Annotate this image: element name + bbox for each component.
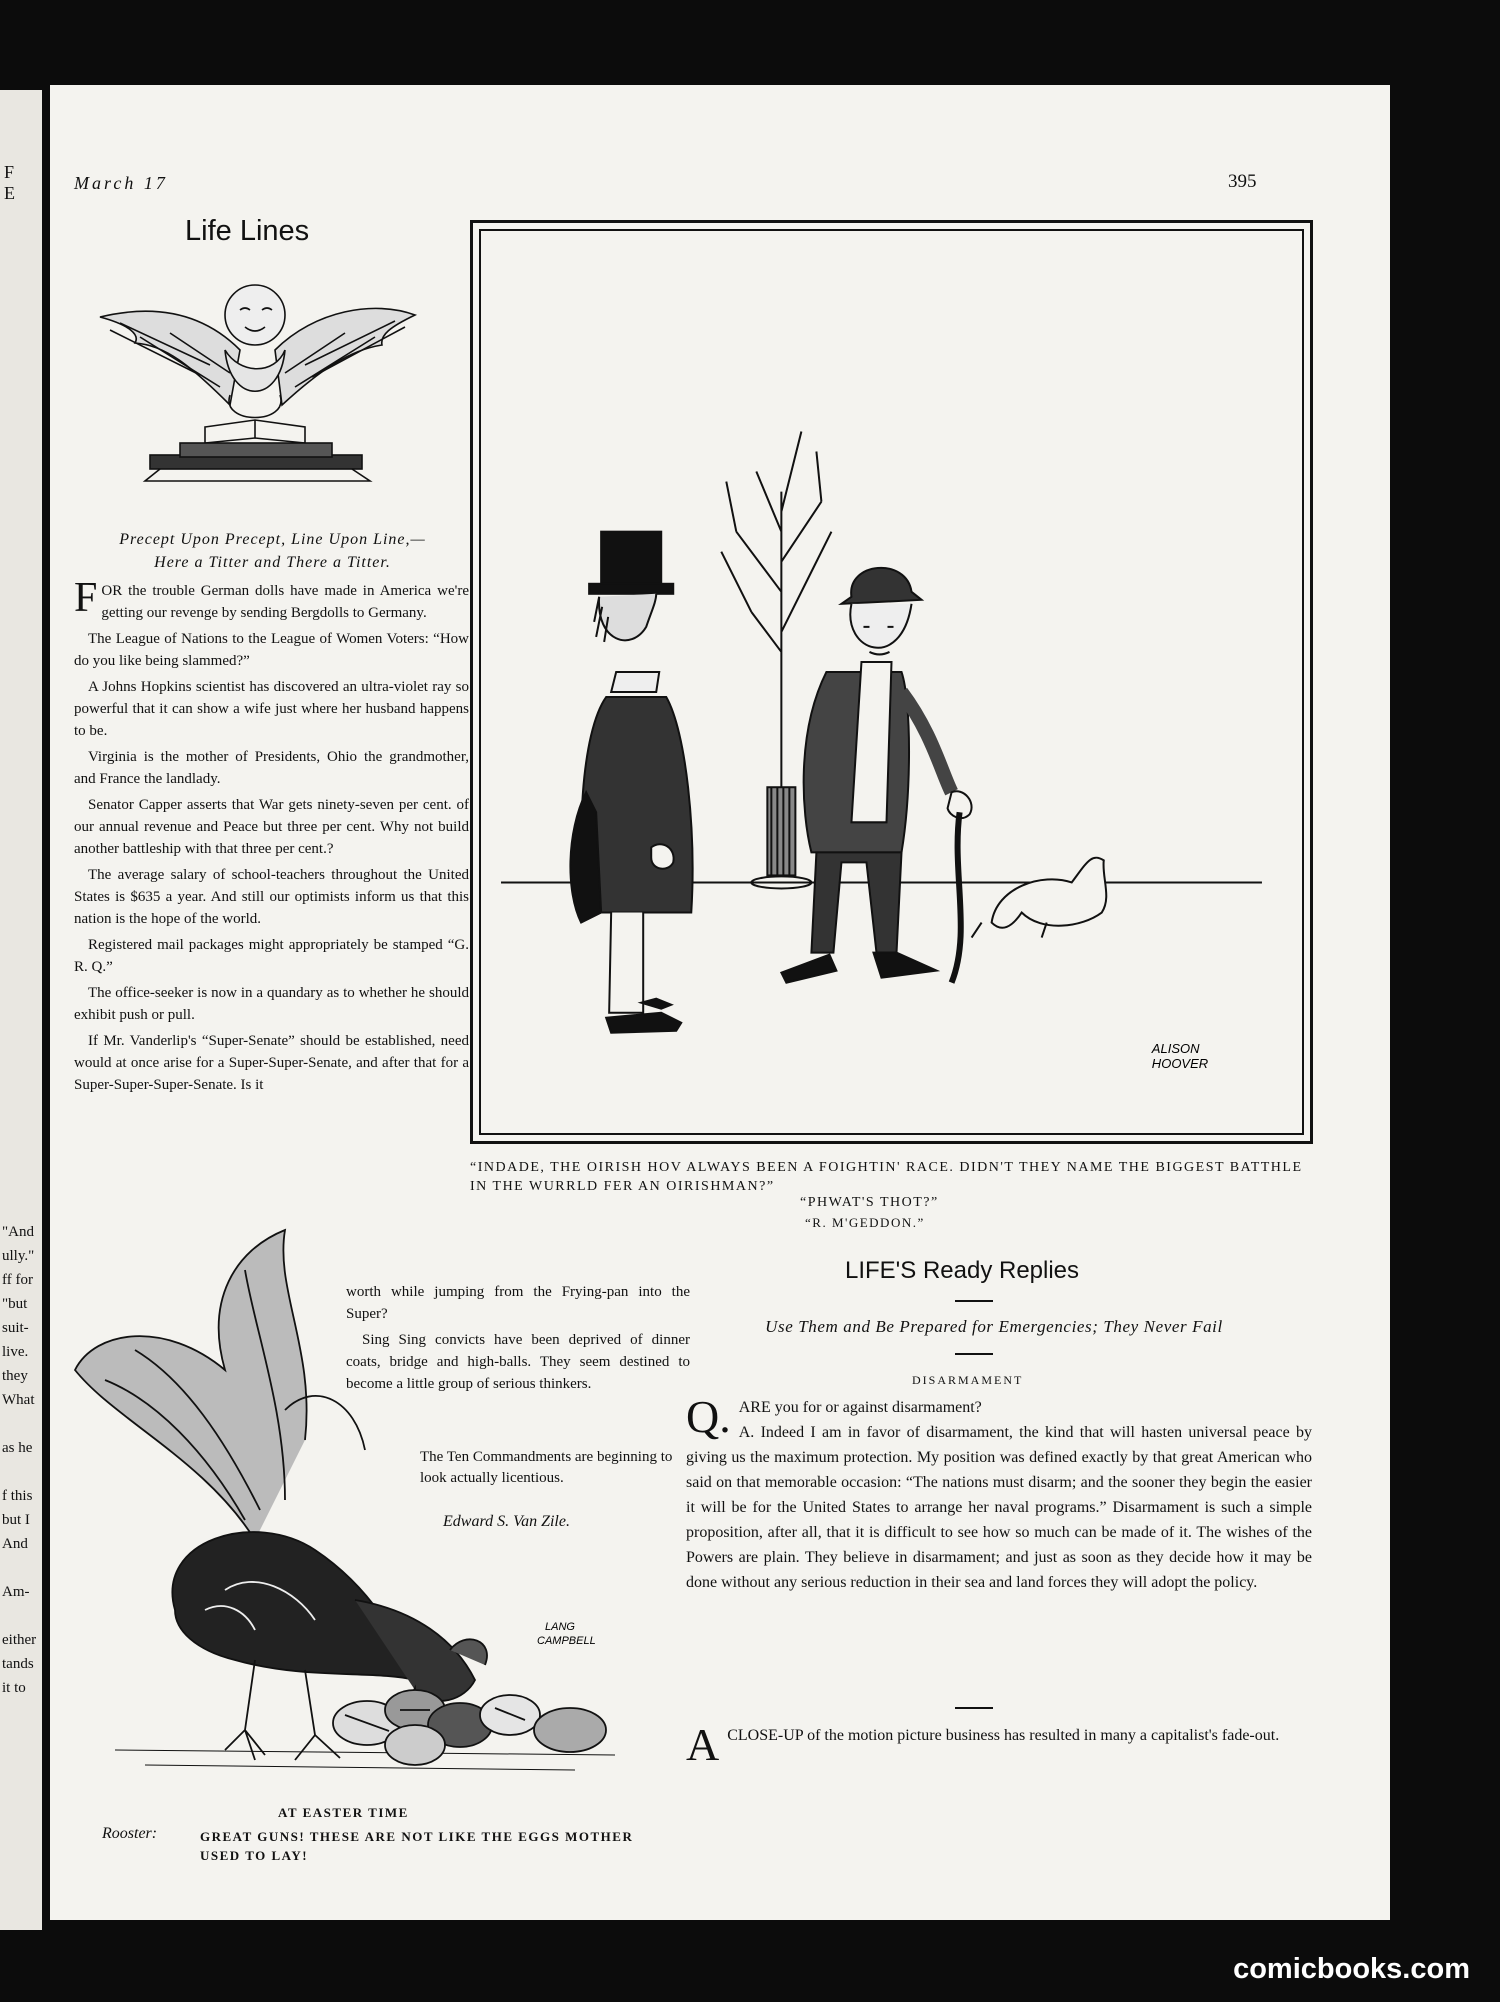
ready-replies-subtitle: Use Them and Be Prepared for Emergencies; They Never Fail [765,1317,1223,1336]
adjacent-page-text: they [2,1368,28,1384]
magazine-page [50,85,1390,1920]
closeup-paragraph [686,1719,1312,1770]
question-paragraph [686,1391,1312,1595]
life-lines-paragraph [74,575,469,624]
life-lines-paragraph: The average salary of school-teachers throughout the United States is $635 a year. And still our optimists inform us that this nation is the hope of the world. [74,867,469,927]
section-rule [955,1300,993,1302]
life-lines-paragraph: If Mr. Vanderlip's “Super-Senate” should be established, need would at once arise for a Super-Super-Senate, and after that for a Super-Super-Super-Senate. Is it [74,1033,469,1093]
cartoon-artist-signature-line1: ALISON [1151,1040,1200,1056]
adjacent-page-text: live. [2,1344,29,1360]
answer-text: A. Indeed I am in favor of disarmament, the kind that will hasten universal peace by giving us the maximum protection. My position was defined exactly by that great American who said on that memorable occasion: “The nations must disarm; and the sooner they begin the easier it will be for the United States to arrange her naval programs.” Disarmament is such a simple proposition, after all, that it is difficult to see how so much can be made of it. The wishes of the Powers are plain. They believe in disarmament; and just as soon as they decide how it may be done without any serious reduction in their sea and land forces they will adopt the policy. [686,1424,1312,1591]
easter-caption-speaker: Rooster: [102,1825,158,1842]
adjacent-page-text: ully." [2,1248,35,1264]
drop-cap-a: A [686,1719,720,1770]
watermark: comicbooks.com [1233,1953,1470,1985]
issue-date: March 17 [74,173,168,193]
life-lines-paragraph: Senator Capper asserts that War gets ninety-seven per cent. of our annual revenue and Peace but three per cent. Why not build another battleship with that three per cent.? [74,797,469,857]
life-lines-subtitle [70,528,475,574]
life-lines-paragraph: worth while jumping from the Frying-pan into the Super? [346,1284,690,1322]
section-rule [955,1353,993,1355]
ready-replies-body [686,1391,1312,1595]
cartoon-panel [479,229,1304,1135]
cherub-illustration [90,255,420,527]
cartoon-caption-line2: “PHWAT'S THOT?” [800,1195,939,1210]
paragraph-text: OR the trouble German dolls have made in America we're getting our revenge by sending Bergdolls to Germany. [101,583,469,621]
adjacent-page-text: either [2,1632,37,1648]
adjacent-page-text: ff for [2,1272,33,1288]
adjacent-page-text: tands [2,1656,34,1672]
easter-caption-quote: GREAT GUNS! THESE ARE NOT LIKE THE EGGS MOTHER USED TO LAY! [200,1829,634,1863]
rooster-artist-signature-line1: LANG [545,1621,575,1633]
rooster-artist-signature-line2: CAMPBELL [537,1635,596,1647]
adjacent-page-letters: F E [4,162,21,203]
life-lines-paragraph: Virginia is the mother of Presidents, Ohio the grandmother, and France the landlady. [74,749,469,787]
life-lines-title: Life Lines [185,215,310,247]
adjacent-page-text: And [2,1536,28,1552]
life-lines-paragraph: A Johns Hopkins scientist has discovered an ultra-violet ray so powerful that it can show a wife just where her husband happens to be. [74,679,469,739]
cartoon-caption-line3: “R. M'GEDDON.” [805,1215,925,1230]
life-lines-column [74,575,469,1100]
adjacent-page-text: it to [2,1680,26,1696]
adjacent-page-text: Am- [2,1584,30,1600]
adjacent-page-text: What [2,1392,35,1408]
cartoon-illustration [481,231,1302,1133]
ten-commandments-paragraph: The Ten Commandments are beginning to look actually licentious. [420,1449,673,1486]
closeup-text: CLOSE-UP of the motion picture business has resulted in many a capitalist's fade-out. [727,1727,1280,1744]
rooster-illustration [55,1210,655,1790]
drop-cap-f: F [74,575,98,621]
ready-replies-title: LIFE'S Ready Replies [845,1257,1080,1284]
life-lines-paragraph: The League of Nations to the League of Women Voters: “How do you like being slammed?” [74,631,469,669]
life-lines-subtitle-line1: Precept Upon Precept, Line Upon Line,— [119,531,426,548]
life-lines-paragraph: Sing Sing convicts have been deprived of dinner coats, bridge and high-balls. They seem destined to become a little group of serious thinkers. [346,1332,690,1392]
adjacent-page-text: suit- [2,1320,29,1336]
adjacent-page-text: f this [2,1488,33,1504]
page-number: 395 [1228,171,1257,192]
cartoon-artist-signature-line2: HOOVER [1151,1055,1209,1071]
section-rule [955,1707,993,1709]
adjacent-page-text: "And [2,1224,34,1240]
life-lines-subtitle-line2: Here a Titter and There a Titter. [154,554,391,571]
adjacent-page-text: "but [2,1296,28,1312]
question-text: ARE you for or against disarmament? [738,1399,982,1416]
cartoon-frame [470,220,1313,1144]
cartoon-caption-line1: “INDADE, THE OIRISH HOV ALWAYS BEEN A FOIGHTIN' RACE. DIDN'T THEY NAME THE BIGGEST BATTHLE IN THE WURRLD FER AN OIRISHMAN?” [470,1160,1303,1194]
author-signature: Edward S. Van Zile. [443,1513,570,1530]
disarmament-heading: DISARMAMENT [912,1373,1024,1387]
easter-caption-title: AT EASTER TIME [278,1805,409,1820]
life-lines-paragraph: The office-seeker is now in a quandary as to whether he should exhibit push or pull. [74,985,469,1023]
adjacent-page-text: but I [2,1512,30,1528]
life-lines-paragraph: Registered mail packages might appropriately be stamped “G. R. Q.” [74,937,469,975]
adjacent-page-strip [0,90,42,1930]
drop-cap-q: Q. [686,1391,731,1442]
adjacent-page-text: as he [2,1440,33,1456]
